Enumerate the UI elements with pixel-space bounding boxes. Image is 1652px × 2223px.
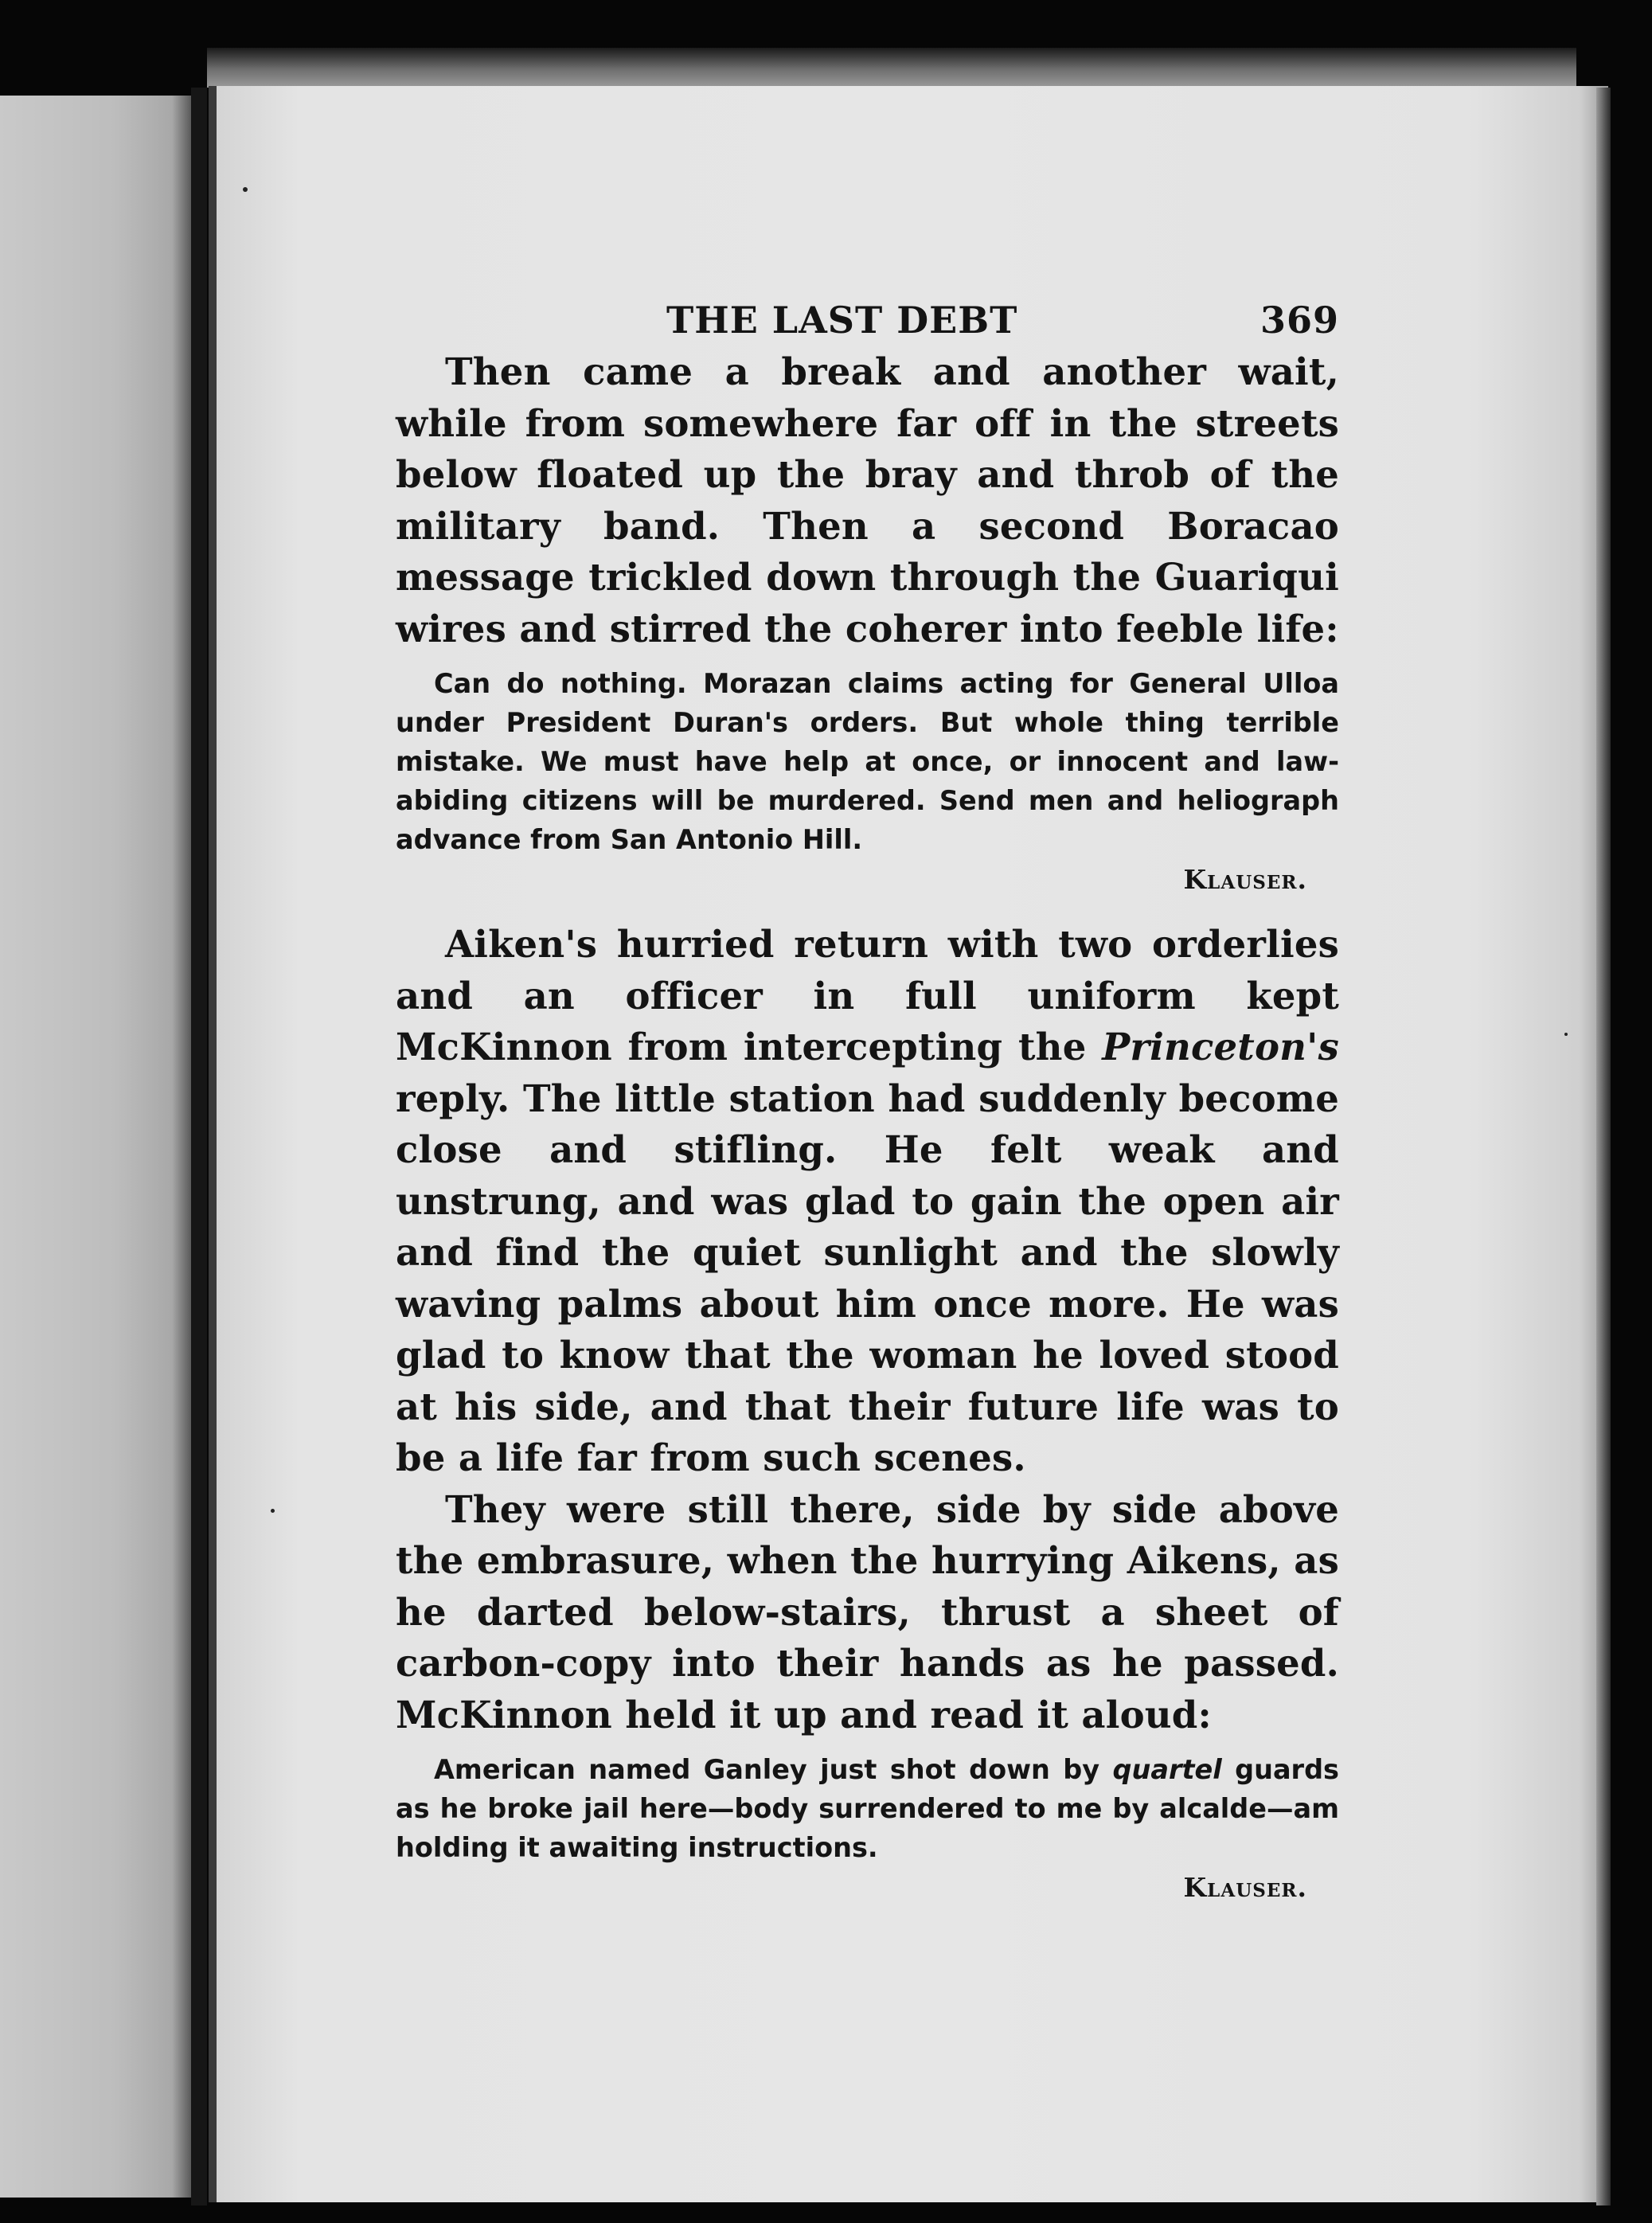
facing-page-edge — [0, 96, 191, 2198]
telegram-quote-2 — [396, 1750, 1339, 1867]
telegram-quote-1: Can do nothing. Morazan claims acting for General Ulloa under President Duran's orders. But whole thing terrible mistake. We must have help at once, or innocent and law-abiding citizens will be murdered. Send men and heliograph advance from San Antonio Hill. — [396, 668, 1339, 855]
quote-2-text-a: American named Ganley just shot down by — [434, 1754, 1113, 1785]
book-gutter — [191, 88, 207, 2205]
running-head — [396, 283, 1339, 342]
page-text — [396, 283, 1339, 1903]
paragraph-1: Then came a break and another wait, while from somewhere far off in the streets below floated up the bray and throb of the military band. Then a second Boracao message trickled down through the Guariqui wires and stirred the coherer into feeble life: — [396, 350, 1339, 650]
quote-2-text-b: guards as he broke jail here—body surrendered to me by alcalde—am holding it awaiting instructions. — [396, 1754, 1339, 1863]
page-number: 369 — [1260, 299, 1339, 342]
quartel-italic: quartel — [1112, 1754, 1222, 1785]
page-edge-shadow — [1596, 88, 1611, 2205]
page-top-edge — [207, 48, 1576, 88]
ship-name-italic: Princeton's — [1102, 1025, 1339, 1069]
telegram-signature-2: Klauser. — [1183, 1872, 1307, 1903]
scan-speck — [243, 187, 248, 192]
paragraph-2-text-a: Aiken's hurried return with two orderlies and an officer in full uniform kept McKinnon from intercepting the — [396, 922, 1339, 1069]
scan-speck — [1564, 1033, 1568, 1036]
running-title: THE LAST DEBT — [666, 299, 1018, 342]
paragraph-2 — [396, 919, 1339, 1484]
scan-speck — [271, 1509, 275, 1513]
telegram-signature-1: Klauser. — [1183, 864, 1307, 895]
paragraph-3: They were still there, side by side above the embrasure, when the hurrying Aikens, as he darted below-stairs, thrust a sheet of carbon-copy into their hands as he passed. McKinnon held it up and read it aloud: — [396, 1487, 1339, 1737]
paragraph-2-text-b: reply. The little station had suddenly become close and stifling. He felt weak and unstrung, and was glad to gain the open air and find the quiet sunlight and the slowly waving palms about him once more. He was glad to know that the woman he loved stood at his side, and that their future life was to be a life far from such scenes. — [396, 1076, 1339, 1479]
